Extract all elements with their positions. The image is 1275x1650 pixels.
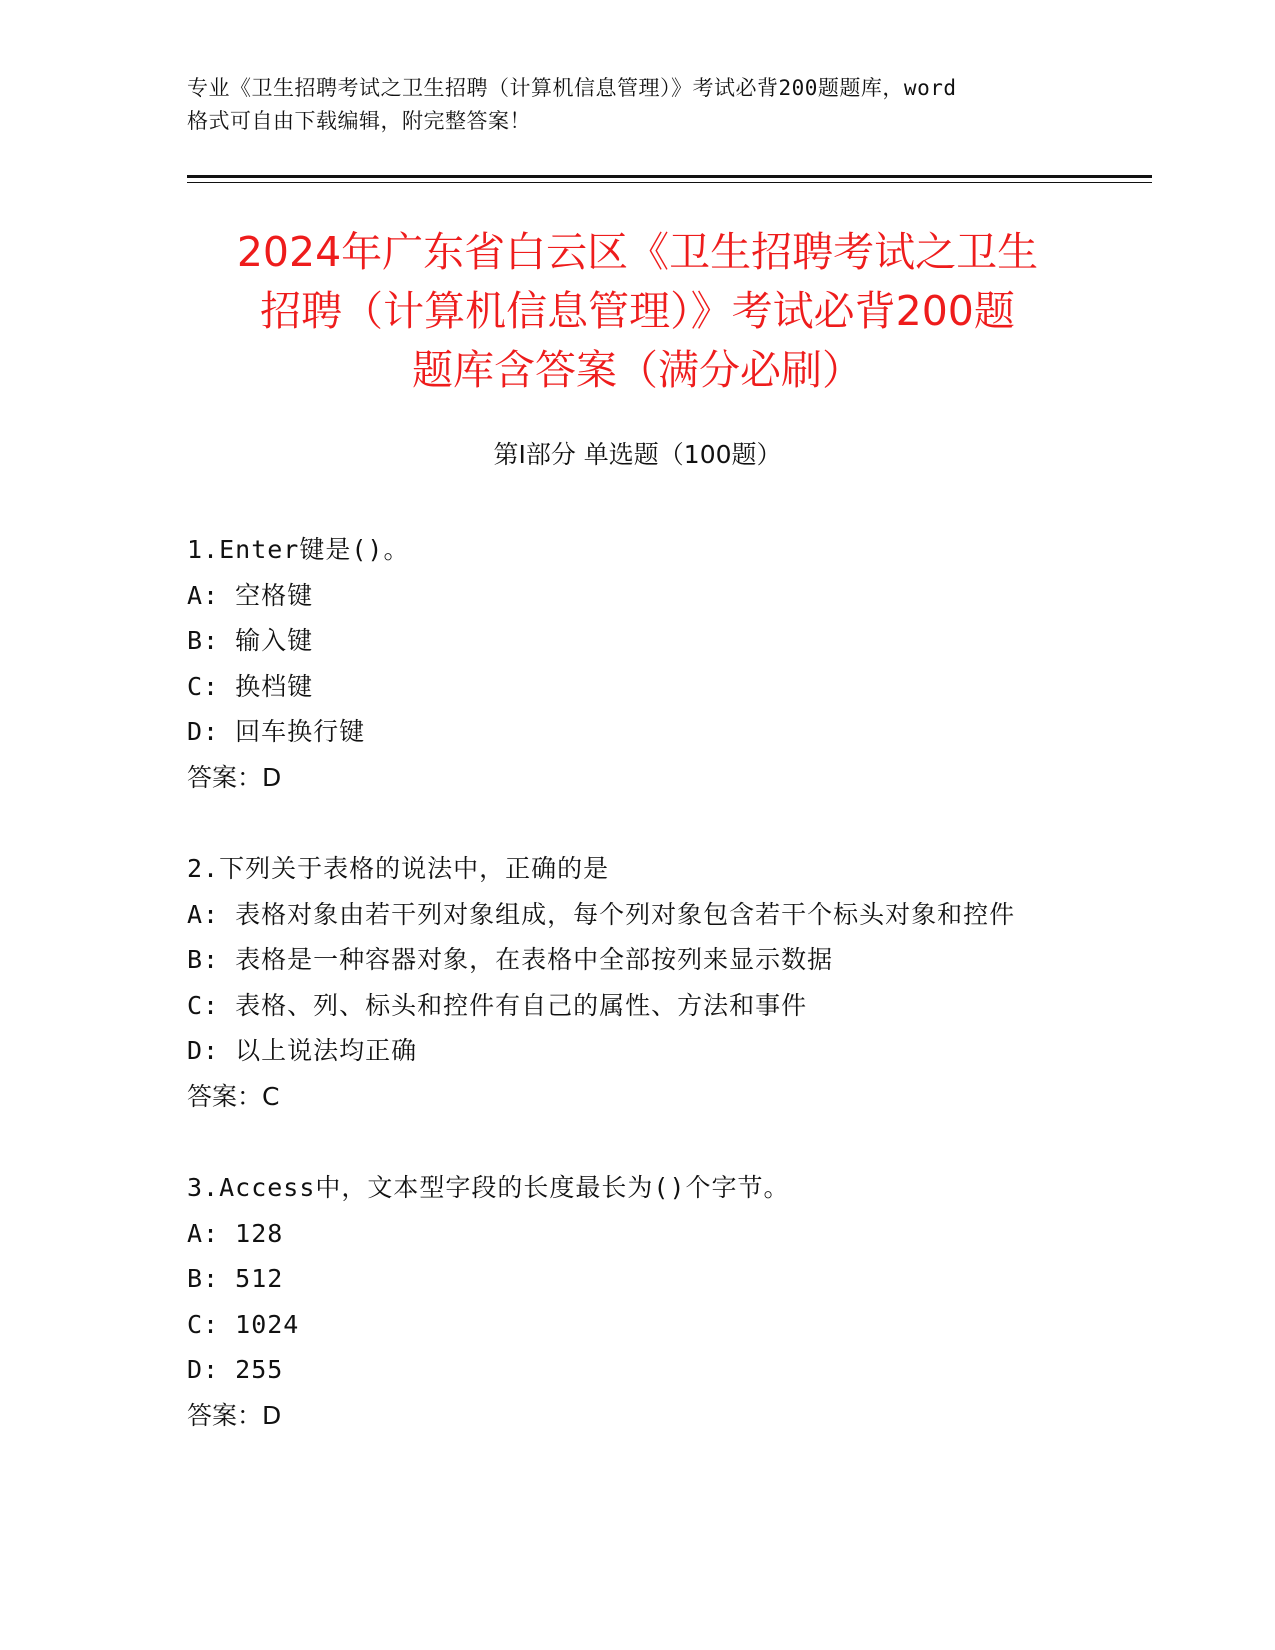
option-b: B: 输入键 [187,626,314,655]
question-stem: 1.Enter键是()。 [187,535,410,564]
question-1 [187,527,1087,800]
question-list [187,527,1087,1484]
header-note-line-1: 专业《卫生招聘考试之卫生招聘（计算机信息管理）》考试必背200题题库，word [187,76,957,100]
question-stem: 3.Access中，文本型字段的长度最长为()个字节。 [187,1173,790,1202]
option-d: D: 255 [187,1355,284,1384]
option-c: C: 换档键 [187,671,314,701]
option-c: C: 1024 [187,1309,300,1339]
document-title-line-3: 题库含答案（满分必刷） [412,346,863,394]
option-a: A: 空格键 [187,580,314,610]
header-note-line-2: 格式可自由下载编辑，附完整答案！ [187,109,531,133]
option-d: D: 回车换行键 [187,717,366,746]
option-b: B: 512 [187,1264,284,1293]
header-note [187,72,1087,138]
option-a: A: 128 [187,1218,284,1248]
option-a: A: 表格对象由若干列对象组成，每个列对象包含若干个标头对象和控件 [187,899,1016,929]
header-rule-thin [187,182,1152,183]
option-c: C: 表格、列、标头和控件有自己的属性、方法和事件 [187,990,808,1020]
document-title [150,223,1125,400]
document-title-line-2: 招聘（计算机信息管理）》考试必背200题 [260,287,1015,335]
document-title-line-1: 2024年广东省白云区《卫生招聘考试之卫生 [236,228,1039,276]
answer: 答案：D [187,1400,282,1430]
header-rule-thick [187,175,1152,178]
answer: 答案：C [187,1081,280,1111]
answer: 答案：D [187,762,282,792]
question-3 [187,1165,1087,1438]
question-2 [187,846,1087,1119]
option-b: B: 表格是一种容器对象，在表格中全部按列来显示数据 [187,945,834,974]
option-d: D: 以上说法均正确 [187,1036,418,1065]
question-stem: 2.下列关于表格的说法中，正确的是 [187,854,610,883]
section-heading: 第Ⅰ部分 单选题（100题） [493,440,782,469]
